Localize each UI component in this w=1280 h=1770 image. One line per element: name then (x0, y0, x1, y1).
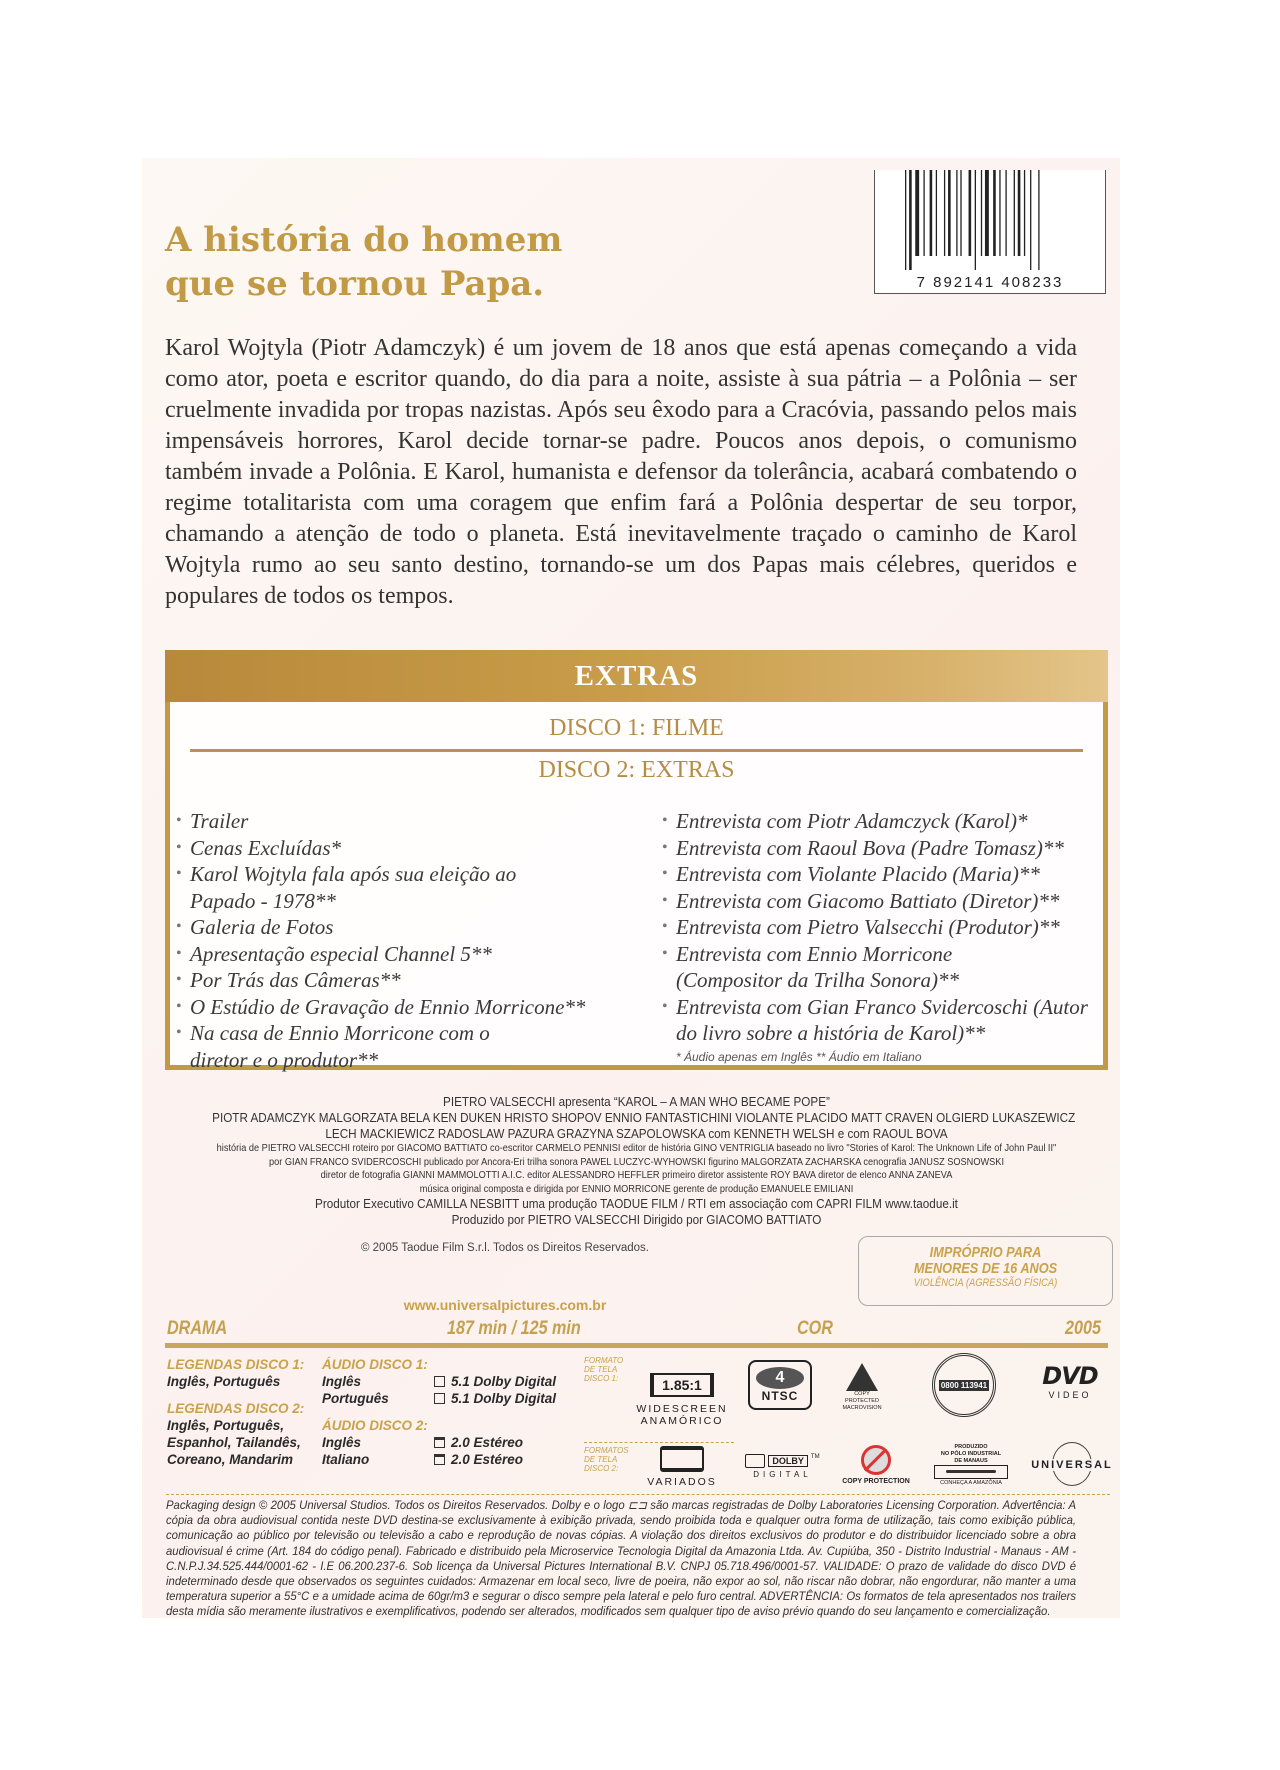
meta-divider (165, 1343, 1108, 1348)
audio-disc-2 (322, 1417, 577, 1468)
rating-line-3: VIOLÊNCIA (AGRESSÃO FÍSICA) (913, 1277, 1058, 1289)
digital-label: DIGITAL (753, 1470, 812, 1479)
no-copy-icon (861, 1445, 891, 1475)
barcode-bar (969, 170, 972, 256)
extra-item: • Por Trás das Câmeras** (176, 967, 636, 994)
extras-footnote: * Áudio apenas em Inglês ** Áudio em Italiano (676, 1050, 922, 1064)
extra-item: • Apresentação especial Channel 5** (176, 941, 636, 968)
subtitles-disc-1-label: LEGENDAS DISCO 1: (167, 1357, 305, 1372)
barcode (874, 170, 1106, 294)
amazonia-label: CONHEÇA A AMAZÔNIA (940, 1479, 1002, 1486)
disc-2-title: DISCO 2: EXTRAS (538, 757, 735, 783)
dvd-label: DVD (1042, 1362, 1098, 1390)
barcode-bars-icon (905, 170, 1083, 270)
macrovision-logo (832, 1357, 892, 1417)
barcode-bar (1024, 170, 1025, 256)
headline-line-1: A história do homem (165, 220, 563, 260)
headline-line-2: que se tornou Papa. (165, 264, 545, 304)
barcode-bar (1038, 170, 1039, 270)
barcode-bar (948, 170, 951, 256)
dolby-surround-icon (434, 1376, 445, 1387)
ntsc-label: NTSC (761, 1389, 799, 1403)
headline (165, 218, 562, 306)
audio-format: 5.1 Dolby Digital (451, 1391, 557, 1406)
audio-track (322, 1434, 577, 1451)
barcode-bar (905, 170, 906, 270)
extra-item: • Entrevista com Violante Placido (Maria)** (662, 861, 1102, 888)
sac-number: 0800 113941 (940, 1380, 988, 1390)
audio-language: Italiano (322, 1452, 370, 1467)
extra-item: • Cenas Excluídas* (176, 835, 636, 862)
manaus-line: PRODUZIDO (954, 1443, 988, 1450)
barcode-bar (1005, 170, 1006, 256)
dolby-digital-logo (740, 1444, 825, 1489)
barcode-bar (999, 170, 1000, 256)
extras-header (165, 650, 1108, 702)
credit-line: LECH MACKIEWICZ RADOSLAW PAZURA GRAZYNA SZAPOLOWSKA com KENNETH WELSH e com RAOUL BOVA (325, 1126, 948, 1141)
legal-text: Packaging design © 2005 Universal Studios. Todos os Direitos Reservados. Dolby e o logo ⊏⊐ são marcas registradas de Dolby Laboratories Licensing Corporation. Advertência: A cópia da obra audiovisual contida neste DVD destina-se exclusivamente à exibição privada, sendo proibida toda e qualquer outra forma de utilização, tais como exibição pública, comunicação ao público por televisão ou televisão a cabo e reprodução de novas cópias. A violação dos direitos exclusivos do produtor e do distribuidor licenciado sobre a obra audiovisual é crime (Art. 184 do código penal). Fabricado e distribuido pela Microservice Tecnologia Digital da Amazonia Ltda. Av. Cupiúba, 350 - Distrito Industrial - Manaus - AM - C.N.P.J.34.525.444/0001-62 - I.E 06.200.237-6. Sob licença da Universal Pictures International B.V. CNPJ 05.718.496/0001-57. VALIDADE: O prazo de validade do disco DVD é indeterminado desde que observados os seguintes cuidados: Armazenar em local seco, livre de poeira, não expor ao sol, não riscar não dobrar, não engordurar, não manter a uma temperatura superior a 55°C e a umidade acima de 60gr/m3 e segurar o disco sempre pela lateral e pelo furo central. ADVERTÊNCIA: Os formatos de tela apresentados nos trailers desta mídia são meramente ilustrativos e exemplificativos, podendo ser alterados, modificados sem qualquer tipo de aviso prévio quando do seu lançamento e comercialização. (166, 1498, 1077, 1619)
extras-list-right (662, 808, 1102, 1047)
aspect-ratio: 1.85:1 (650, 1373, 714, 1397)
audio-language: Inglês (322, 1374, 362, 1389)
barcode-bar (975, 170, 976, 270)
audio-format: 5.1 Dolby Digital (451, 1374, 557, 1389)
color-format: COR (797, 1318, 833, 1339)
credit-line: Produzido por PIETRO VALSECCHI Dirigido por GIACOMO BATTIATO (451, 1212, 822, 1227)
audio-track (322, 1451, 577, 1468)
sac-seal-logo (932, 1353, 996, 1417)
trademark: TM (810, 1454, 820, 1460)
runtime: 187 min / 125 min (447, 1318, 581, 1339)
triangle-cp-icon (846, 1363, 878, 1391)
extra-item: • Karol Wojtyla fala após sua eleição ao Papado - 1978** (176, 861, 520, 914)
barcode-bar (944, 170, 945, 256)
barcode-number: 7 892141 408233 (916, 274, 1064, 291)
barcode-bar (915, 170, 919, 256)
subtitles-disc-2 (167, 1400, 315, 1468)
rating-line-1: IMPRÓPRIO PARA (929, 1244, 1042, 1261)
credits-block (165, 1094, 1108, 1228)
rating-line-2: MENORES DE 16 ANOS (913, 1260, 1058, 1277)
extras-list-left (176, 808, 636, 1073)
extra-item: • Trailer (176, 808, 636, 835)
extra-item: • Entrevista com Raoul Bova (Padre Tomasz)** (662, 835, 1102, 862)
screen-format-icon (660, 1446, 704, 1472)
copyright: © 2005 Taodue Film S.r.l. Todos os Direitos Reservados. (360, 1242, 650, 1254)
anamorfico-label: ANAMÓRICO (640, 1414, 724, 1427)
barcode-bar (1018, 170, 1021, 256)
credit-line: música original composta e dirigida por ENNIO MORRICONE gerente de produção EMANUELE EMILIANI (419, 1183, 854, 1195)
subtitles-disc-2-line: Inglês, Português, (167, 1418, 285, 1433)
legal-divider (166, 1494, 1110, 1496)
extra-item: • Entrevista com Giacomo Battiato (Diretor)** (662, 888, 1102, 915)
meta-row (165, 1318, 1108, 1342)
barcode-bar (993, 170, 996, 256)
barcode-bar (960, 170, 961, 256)
extra-item: • Entrevista com Ennio Morricone (Compositor da Trilha Sonora)** (662, 941, 996, 994)
year: 2005 (1065, 1318, 1101, 1339)
extra-item: • Entrevista com Pietro Valsecchi (Produtor)** (662, 914, 1102, 941)
region-4-ntsc-logo (748, 1360, 812, 1410)
age-rating-box (858, 1236, 1113, 1306)
barcode-bar (1030, 170, 1031, 270)
extra-item: • Na casa de Ennio Morricone com o diretor e o produtor** (176, 1020, 530, 1073)
macrovision-label: COPY PROTECTED MACROVISION (842, 1390, 882, 1411)
audio-track (322, 1390, 577, 1407)
credit-line: PIETRO VALSECCHI apresenta “KAROL – A MAN WHO BECAME POPE” (443, 1094, 830, 1109)
format-disc-2-label: FORMATOS DE TELA DISCO 2: (584, 1446, 629, 1473)
extra-item: • Entrevista com Gian Franco Svidercoschi (Autor do livro sobre a história de Karol)** (662, 994, 1096, 1047)
barcode-bar (930, 170, 933, 256)
credit-line: PIOTR ADAMCZYK MALGORZATA BELA KEN DUKEN HRISTO SHOPOV ENNIO FANTASTICHINI VIOLANTE PLACIDO MATT CRAVEN OLGIERD LUKASZEWICZ (212, 1110, 1076, 1125)
extra-item: • O Estúdio de Gravação de Ennio Morricone** (176, 994, 636, 1021)
extras-title: EXTRAS (574, 659, 699, 692)
dolby-surround-icon (434, 1393, 445, 1404)
barcode-bar (981, 170, 982, 256)
extra-item: • Entrevista com Piotr Adamczyck (Karol)* (662, 808, 1102, 835)
barcode-bar (985, 170, 989, 256)
copy-protection-label: COPY PROTECTION (842, 1478, 910, 1485)
widescreen-label: WIDESCREEN (636, 1402, 728, 1415)
format-disc-1-label: FORMATO DE TELA DISCO 1: (584, 1356, 624, 1383)
region-number: 4 (756, 1367, 804, 1389)
subtitles-disc-1 (167, 1356, 315, 1390)
subtitles-disc-2-line: Espanhol, Tailandês, (167, 1435, 301, 1450)
disc-1-title: DISCO 1: FILME (549, 715, 724, 741)
barcode-bar (936, 170, 937, 256)
variados-label: VARIADOS (647, 1476, 717, 1488)
audio-language: Português (322, 1391, 389, 1406)
universal-label: UNIVERSAL (1031, 1459, 1113, 1471)
variados-logo (636, 1444, 728, 1490)
audio-disc-1 (322, 1356, 577, 1407)
widescreen-logo (632, 1357, 732, 1442)
manaus-line: DE MANAUS (954, 1457, 988, 1464)
genre: DRAMA (167, 1318, 228, 1339)
video-label: VIDEO (1048, 1390, 1092, 1400)
barcode-bar (923, 170, 924, 256)
credit-line: Produtor Executivo CAMILLA NESBITT uma produção TAODUE FILM / RTI em associação com CAPRI FILM www.taodue.it (315, 1196, 958, 1211)
extra-item: • Galeria de Fotos (176, 914, 636, 941)
stereo-icon (434, 1437, 445, 1448)
dvd-video-logo (1030, 1356, 1110, 1406)
disc-divider (190, 749, 1083, 752)
subtitles-disc-2-label: LEGENDAS DISCO 2: (167, 1401, 305, 1416)
barcode-bar (956, 170, 957, 256)
barcode-bar (1014, 170, 1015, 256)
audio-format: 2.0 Estéreo (451, 1435, 524, 1450)
audio-track (322, 1373, 577, 1390)
website-link[interactable]: www.universalpictures.com.br (403, 1297, 607, 1313)
river-icon (934, 1465, 1008, 1479)
subtitles-disc-2-line: Coreano, Mandarim (167, 1452, 294, 1467)
credit-line: por GIAN FRANCO SVIDERCOSCHI publicado por Ancora-Eri trilha sonora PAWEL LUCZYC-WYHOWSKI figurino MALGORZATA ZACHARSKA cenografia JANUSZ SOSNOWSKI (268, 1156, 1004, 1168)
copy-protection-logo (836, 1440, 916, 1490)
credit-line: diretor de fotografia GIANNI MAMMOLOTTI A.I.C. editor ALESSANDRO HEFFLER primeiro diretor assistente ROY BAVA diretor de elenco ANNA ZANEVA (320, 1170, 953, 1181)
audio-disc-1-label: ÁUDIO DISCO 1: (322, 1357, 428, 1372)
manaus-line: NO PÓLO INDUSTRIAL (940, 1450, 1002, 1457)
audio-language: Inglês (322, 1435, 362, 1450)
barcode-bar (909, 170, 912, 270)
subtitles-disc-1-value: Inglês, Português (167, 1374, 281, 1389)
synopsis: Karol Wojtyla (Piotr Adamczyk) é um jovem de 18 anos que está apenas começando a vida como ator, poeta e escritor quando, do dia para a noite, assiste à sua pátria – a Polônia – ser cruelmente invadida por tropas nazistas. Após seu êxodo para a Cracóvia, passando pelos mais impensáveis horrores, Karol decide tornar-se padre. Poucos anos depois, o comunismo também invade a Polônia. E Karol, humanista e defensor da tolerância, acabará combatendo o regime totalitarista com uma coragem que enfim fará a Polônia despertar de seu torpor, chamando a atenção de todo o planeta. Está inevitavelmente traçado o caminho de Karol Wojtyla rumo ao seu santo destino, tornando-se um dos Papas mais célebres, queridos e populares de todos os tempos. (165, 335, 1077, 609)
dolby-dd-icon (745, 1454, 765, 1468)
universal-logo (1026, 1440, 1118, 1490)
dolby-label: DOLBY (768, 1455, 808, 1467)
manaus-logo (924, 1440, 1018, 1490)
credit-line: história de PIETRO VALSECCHI roteiro por GIACOMO BATTIATO co-escritor CARMELO PENNISI editor de história GINO VENTRIGLIA baseado no livro "Stories of Karol: The Unknown Life of John Paul II" (216, 1143, 1057, 1154)
stereo-icon (434, 1454, 445, 1465)
audio-disc-2-label: ÁUDIO DISCO 2: (322, 1418, 428, 1433)
audio-format: 2.0 Estéreo (451, 1452, 524, 1467)
